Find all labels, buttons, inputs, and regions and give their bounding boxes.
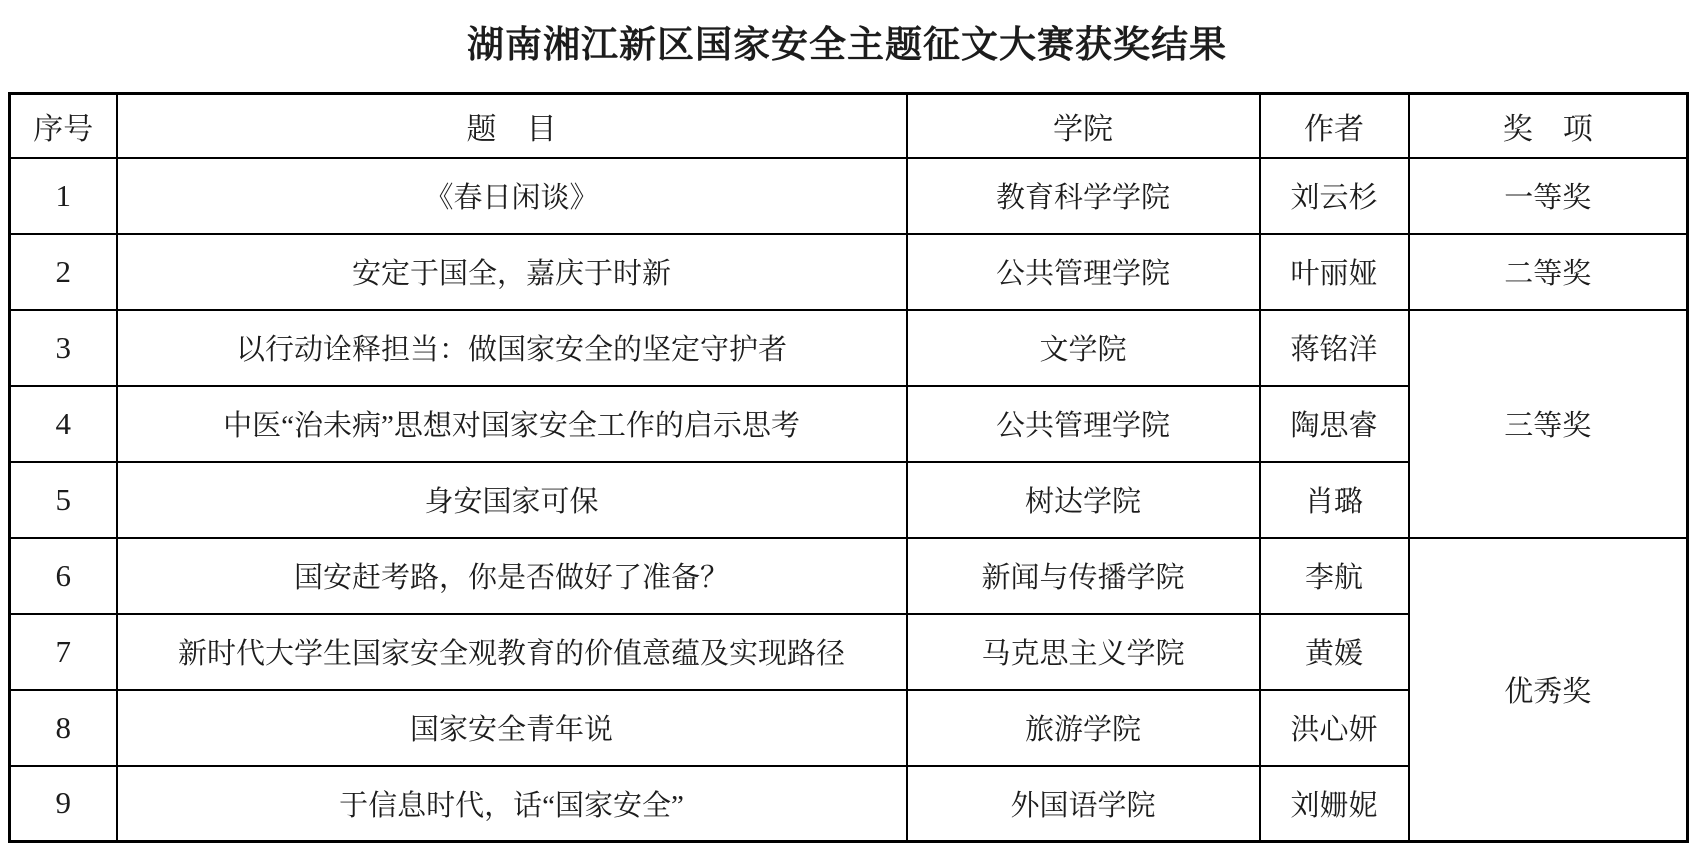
cell-no: 2 <box>10 234 117 310</box>
cell-college: 马克思主义学院 <box>907 614 1260 690</box>
header-award: 奖 项 <box>1409 94 1688 158</box>
cell-no: 3 <box>10 310 117 386</box>
cell-title: 于信息时代，话“国家安全” <box>117 766 907 842</box>
cell-author: 刘姗妮 <box>1260 766 1409 842</box>
cell-title: 安定于国全，嘉庆于时新 <box>117 234 907 310</box>
cell-college: 公共管理学院 <box>907 386 1260 462</box>
cell-title: 国安赶考路，你是否做好了准备？ <box>117 538 907 614</box>
cell-author: 李航 <box>1260 538 1409 614</box>
cell-no: 4 <box>10 386 117 462</box>
cell-college: 树达学院 <box>907 462 1260 538</box>
cell-author: 肖璐 <box>1260 462 1409 538</box>
cell-title: 身安国家可保 <box>117 462 907 538</box>
cell-author: 刘云杉 <box>1260 158 1409 234</box>
cell-no: 1 <box>10 158 117 234</box>
cell-award: 一等奖 <box>1409 158 1688 234</box>
table-header-row <box>10 94 1688 158</box>
cell-title: 《春日闲谈》 <box>117 158 907 234</box>
header-no: 序号 <box>10 94 117 158</box>
awards-results-table <box>8 92 1689 843</box>
cell-award-merged: 优秀奖 <box>1409 538 1688 842</box>
cell-title: 国家安全青年说 <box>117 690 907 766</box>
cell-author: 洪心妍 <box>1260 690 1409 766</box>
cell-no: 5 <box>10 462 117 538</box>
header-title: 题 目 <box>117 94 907 158</box>
cell-no: 6 <box>10 538 117 614</box>
table-row <box>10 158 1688 234</box>
cell-college: 外国语学院 <box>907 766 1260 842</box>
table-row <box>10 538 1688 614</box>
table-row <box>10 310 1688 386</box>
table-row <box>10 234 1688 310</box>
cell-no: 8 <box>10 690 117 766</box>
cell-college: 新闻与传播学院 <box>907 538 1260 614</box>
cell-no: 9 <box>10 766 117 842</box>
cell-title: 中医“治未病”思想对国家安全工作的启示思考 <box>117 386 907 462</box>
cell-title: 以行动诠释担当：做国家安全的坚定守护者 <box>117 310 907 386</box>
cell-no: 7 <box>10 614 117 690</box>
header-author: 作者 <box>1260 94 1409 158</box>
cell-college: 旅游学院 <box>907 690 1260 766</box>
cell-college: 教育科学学院 <box>907 158 1260 234</box>
page-title: 湖南湘江新区国家安全主题征文大赛获奖结果 <box>467 25 1227 66</box>
cell-title: 新时代大学生国家安全观教育的价值意蕴及实现路径 <box>117 614 907 690</box>
header-college: 学院 <box>907 94 1260 158</box>
cell-author: 黄媛 <box>1260 614 1409 690</box>
cell-award: 二等奖 <box>1409 234 1688 310</box>
cell-author: 叶丽娅 <box>1260 234 1409 310</box>
cell-college: 文学院 <box>907 310 1260 386</box>
cell-author: 蒋铭洋 <box>1260 310 1409 386</box>
cell-college: 公共管理学院 <box>907 234 1260 310</box>
cell-award-merged: 三等奖 <box>1409 310 1688 538</box>
cell-author: 陶思睿 <box>1260 386 1409 462</box>
